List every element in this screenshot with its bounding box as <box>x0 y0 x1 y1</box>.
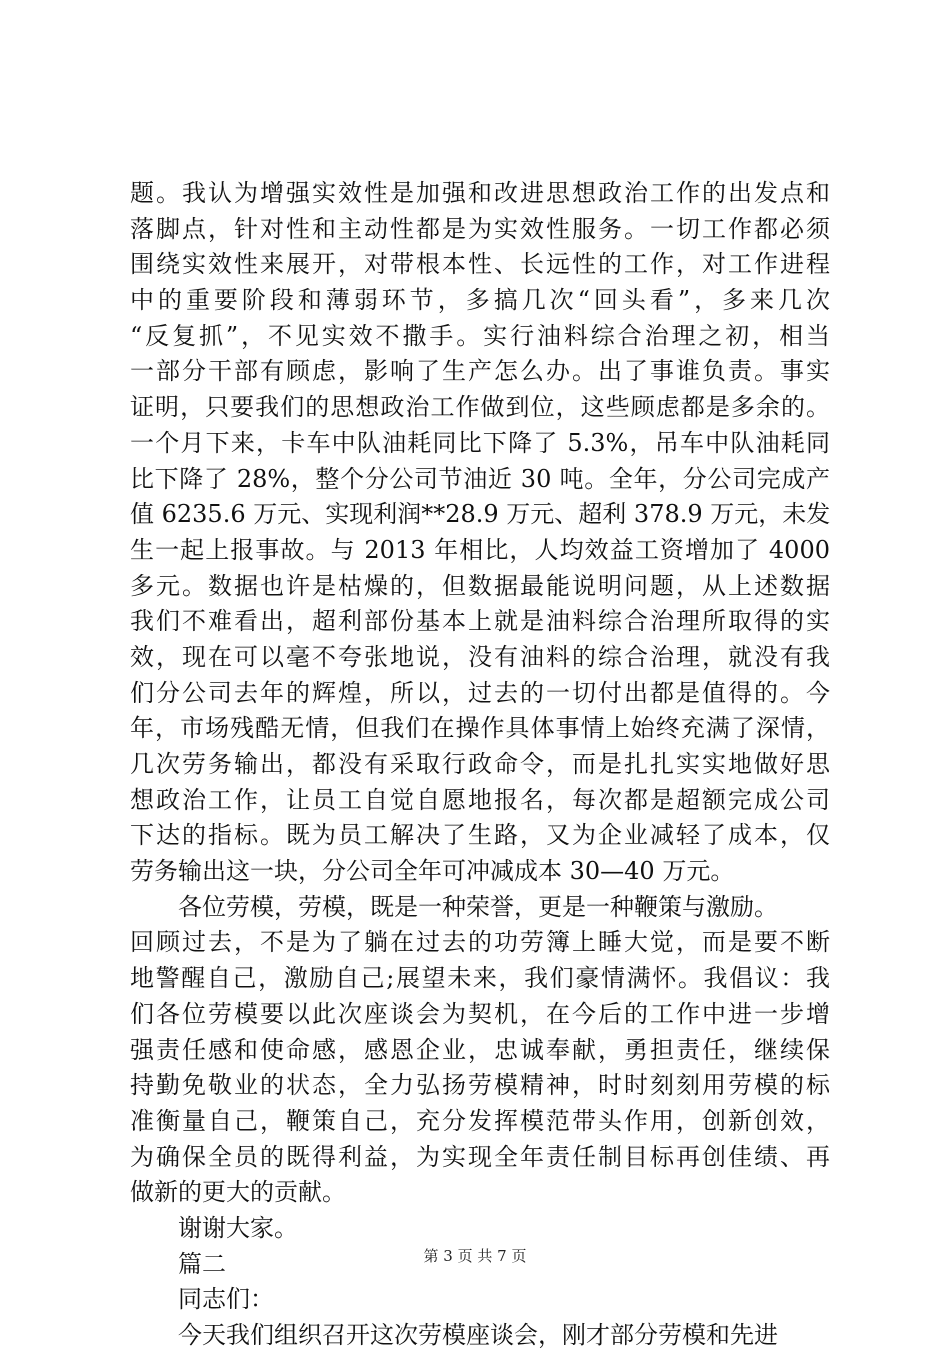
text-line-8: 一个月下来，卡车中队油耗同比下降了 5.3%，吊车中队油耗同 <box>130 428 830 457</box>
text-line-19: 下达的指标。既为员工解决了生路，又为企业减轻了成本，仅 <box>130 821 830 850</box>
text-line-11: 生一起上报事故。与 2013 年相比，人均效益工资增加了 4000 <box>130 535 830 564</box>
section-heading: 篇二 <box>178 1249 226 1278</box>
text-line-5: “反复抓”，不见实效不撒手。实行油料综合治理之初，相当 <box>130 321 830 350</box>
salutation: 同志们： <box>178 1285 274 1314</box>
text-line-28: 为确保全员的既得利益，为实现全年责任制目标再创佳绩、再 <box>130 1142 830 1171</box>
text-line-23: 地警醒自己，激励自己;展望未来，我们豪情满怀。我倡议：我 <box>130 964 830 993</box>
document-body <box>130 176 830 1354</box>
text-line-16: 年，市场残酷无情，但我们在操作具体事情上始终充满了深情， <box>130 714 830 743</box>
page-number-label: 第 3 页 共 7 页 <box>423 1247 527 1265</box>
text-line-20: 劳务输出这一块，分公司全年可冲减成本 30—40 万元。 <box>130 857 735 886</box>
text-line-7: 证明，只要我们的思想政治工作做到位，这些顾虑都是多余的。 <box>130 393 830 422</box>
text-line-27: 准衡量自己，鞭策自己，充分发挥模范带头作用，创新创效， <box>130 1106 830 1135</box>
text-line-4: 中的重要阶段和薄弱环节，多搞几次“回头看”，多来几次 <box>130 286 830 315</box>
text-line-24: 们各位劳模要以此次座谈会为契机，在今后的工作中进一步增 <box>130 999 830 1028</box>
text-line-2: 落脚点，针对性和主动性都是为实效性服务。一切工作都必须 <box>130 214 830 243</box>
page-footer <box>0 1246 950 1266</box>
text-line-13: 我们不难看出，超利部份基本上就是油料综合治理所取得的实 <box>130 607 830 636</box>
text-line-14: 效，现在可以毫不夸张地说，没有油料的综合治理，就没有我 <box>130 642 830 671</box>
text-line-3: 围绕实效性来展开，对带根本性、长远性的工作，对工作进程 <box>130 250 830 279</box>
text-line-10: 值 6235.6 万元、实现利润**28.9 万元、超利 378.9 万元，未发 <box>130 500 831 529</box>
text-line-15: 们分公司去年的辉煌，所以，过去的一切付出都是值得的。今 <box>130 678 830 707</box>
text-line-30: 谢谢大家。 <box>178 1213 298 1242</box>
text-line-6: 一部分干部有顾虑，影响了生产怎么办。出了事谁负责。事实 <box>130 357 830 386</box>
text-line-21: 各位劳模，劳模，既是一种荣誉，更是一种鞭策与激励。 <box>178 892 778 921</box>
text-line-12: 多元。数据也许是枯燥的，但数据最能说明问题，从上述数据 <box>130 571 830 600</box>
text-line-9: 比下降了 28%，整个分公司节油近 30 吨。全年，分公司完成产 <box>130 464 830 493</box>
text-line-25: 强责任感和使命感，感恩企业，忠诚奉献，勇担责任，继续保 <box>130 1035 830 1064</box>
text-line-1: 题。我认为增强实效性是加强和改进思想政治工作的出发点和 <box>130 179 830 207</box>
text-line-33: 今天我们组织召开这次劳模座谈会，刚才部分劳模和先进 <box>178 1321 778 1349</box>
text-line-17: 几次劳务输出，都没有采取行政命令，而是扎扎实实地做好思 <box>130 750 830 778</box>
text-line-22: 回顾过去，不是为了躺在过去的功劳簿上睡大觉，而是要不断 <box>130 928 830 957</box>
text-line-18: 想政治工作，让员工自觉自愿地报名，每次都是超额完成公司 <box>130 785 830 814</box>
text-line-26: 持勤免敬业的状态，全力弘扬劳模精神，时时刻刻用劳模的标 <box>130 1071 830 1100</box>
text-line-29: 做新的更大的贡献。 <box>130 1178 346 1207</box>
